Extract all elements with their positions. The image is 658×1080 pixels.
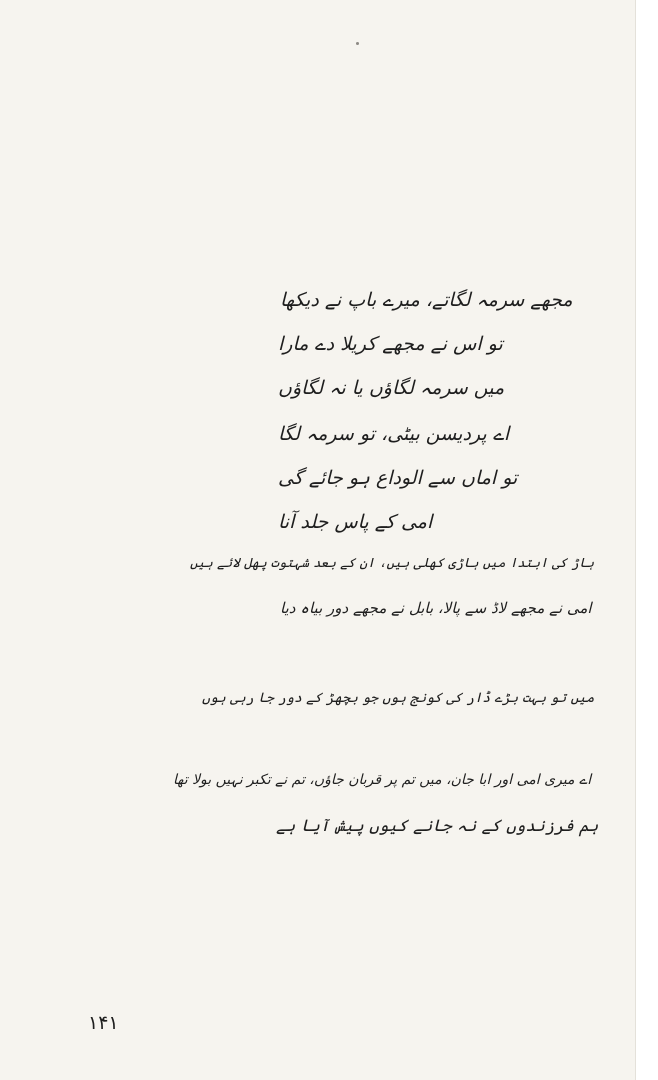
poem-line: تو اماں سے الوداع ہو جائے گی (278, 467, 518, 489)
page-number: ۱۴۱ (88, 1012, 119, 1034)
poem-line: میں سرمہ لگاؤں یا نہ لگاؤں (278, 377, 505, 399)
poem-line: میں تو بہت بڑے ڈار کی کونج ہوں جو بچھڑ کے دور جا رہی ہوں (202, 690, 595, 706)
poem-line: امی کے پاس جلد آنا (278, 511, 433, 533)
poem-line: اے میری امی اور ابا جان، میں تم پر قربان جاؤں، تم نے تکبر نہیں بولا تھا (173, 772, 592, 788)
poem-line: اے پردیسن بیٹی، تو سرمہ لگا (278, 423, 510, 445)
poem-line: مجھے سرمہ لگاتے، میرے باپ نے دیکھا (280, 289, 573, 311)
paper-speck (356, 42, 359, 45)
page-edge (636, 0, 658, 1080)
poem-line: ہم فرزندوں کے نہ جانے کیوں پیش آیا ہے (276, 816, 599, 835)
poem-line: امی نے مجھے لاڈ سے پالا، بابل نے مجھے دور بیاہ دیا (280, 599, 592, 617)
poem-line: تو اس نے مجھے کریلا دے مارا (278, 333, 503, 355)
poem-line: ہاڑ کی ابتدا میں ہاڑی کھلی ہیں، ان کے بعد شہتوت پھل لائے ہیں (190, 556, 595, 571)
